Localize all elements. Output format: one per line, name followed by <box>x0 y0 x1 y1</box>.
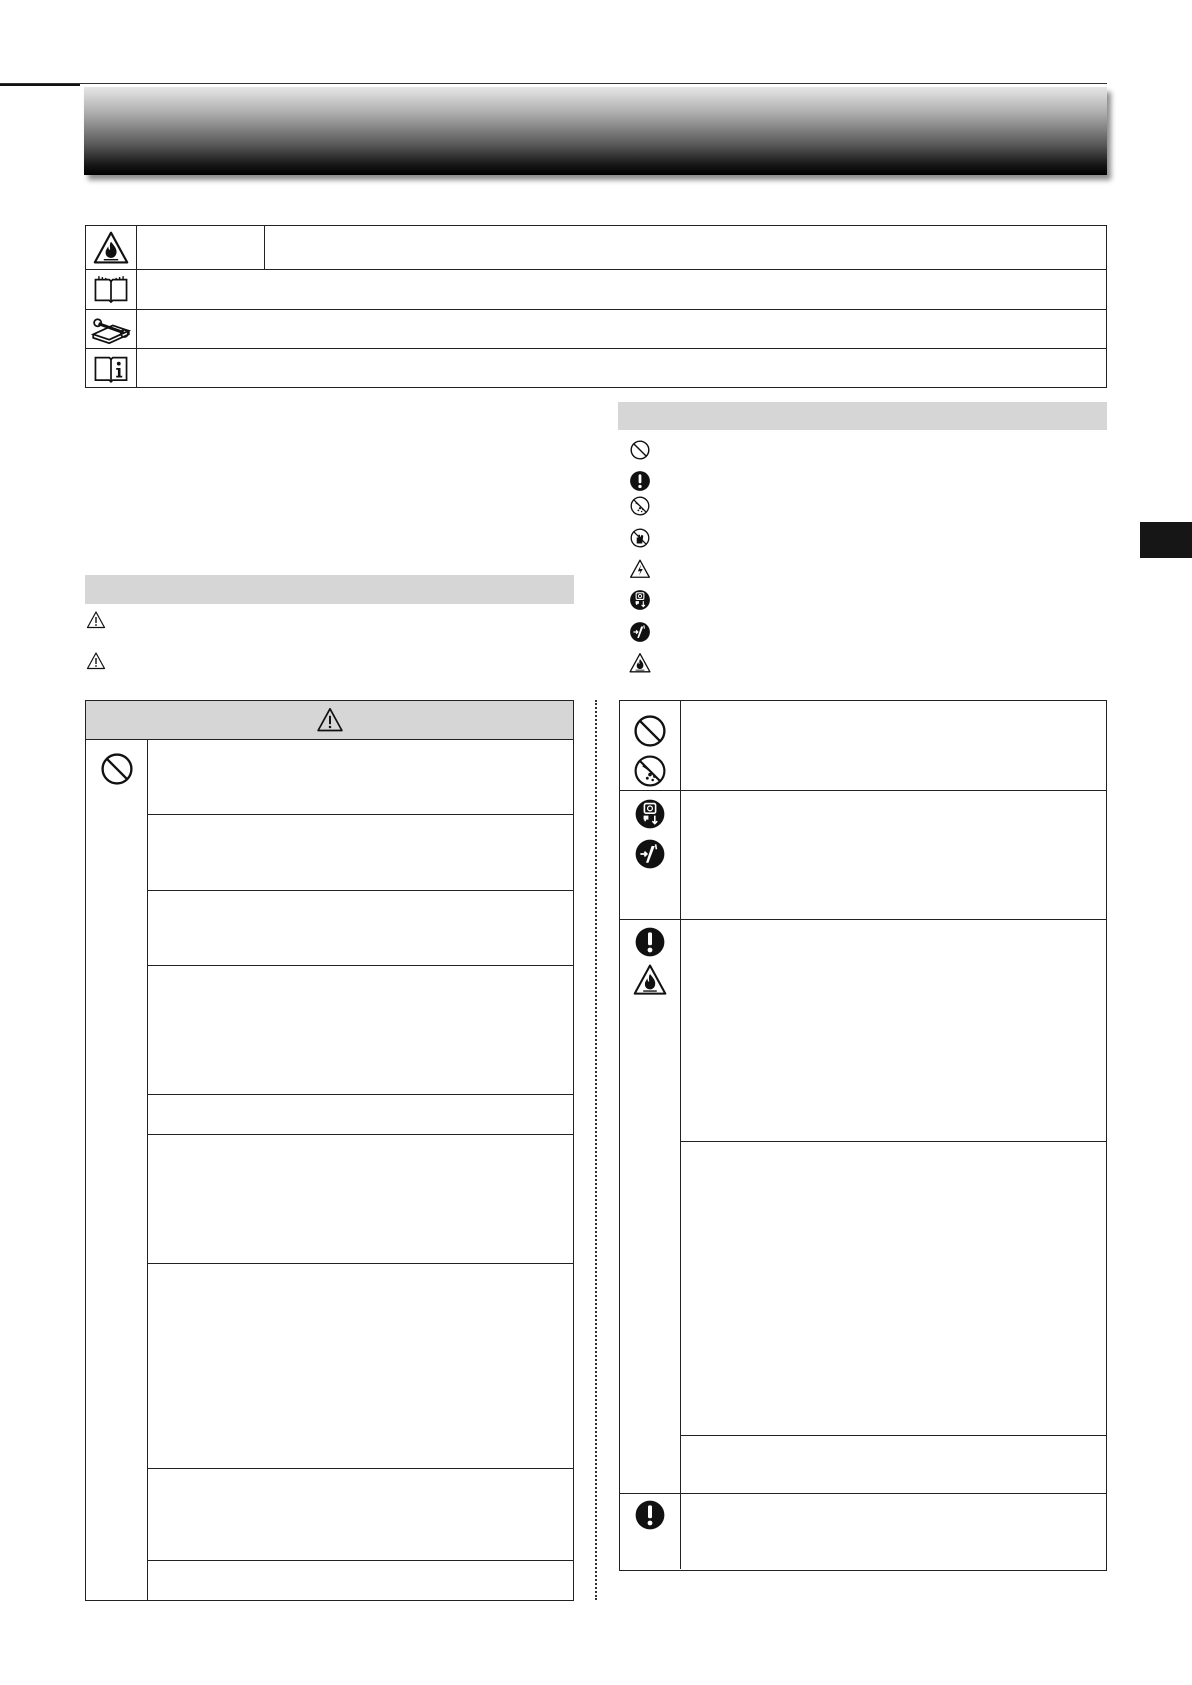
table-row-separator <box>680 1141 1106 1142</box>
table-row-separator <box>680 1435 1106 1436</box>
prohibited-icon <box>632 713 668 749</box>
symbol-cell <box>86 349 137 387</box>
table-row-separator <box>620 1493 1106 1494</box>
symbol-cell <box>86 226 137 269</box>
disconnect-breaker-icon <box>634 838 666 870</box>
warning-table <box>85 700 574 1601</box>
disconnect-breaker-icon <box>629 621 651 643</box>
header-rule <box>0 83 1107 84</box>
flammable-warning-icon <box>93 230 129 266</box>
symbol-row <box>86 349 1106 387</box>
title-banner <box>84 87 1107 175</box>
unplug-icon <box>634 798 666 830</box>
warning-table-header <box>86 701 573 740</box>
symbol-row <box>86 226 1106 270</box>
table-row-separator <box>147 1468 574 1469</box>
must-do-icon <box>634 926 666 958</box>
table-row-separator <box>147 1560 574 1561</box>
table-row-separator <box>147 1134 574 1135</box>
table-row-separator <box>147 890 574 891</box>
legend-header <box>618 402 1107 430</box>
section-tab <box>1140 522 1192 558</box>
must-do-icon <box>634 1499 666 1531</box>
caution-triangle-icon <box>86 651 106 671</box>
warning-table-divider <box>147 740 148 1600</box>
table-row-separator <box>620 919 1106 920</box>
symbol-cell <box>86 270 137 309</box>
prohibited-icon <box>99 751 135 787</box>
table-row-separator <box>147 814 574 815</box>
symbol-cell <box>86 310 137 348</box>
symbol-row <box>86 270 1106 310</box>
caution-triangle-icon <box>316 706 344 734</box>
information-manual-icon <box>92 352 130 384</box>
caution-triangle-icon <box>86 610 106 630</box>
unplug-icon <box>629 589 651 611</box>
flammable-warning-icon <box>629 652 651 674</box>
symbol-row <box>86 310 1106 349</box>
table-row-separator <box>620 790 1106 791</box>
symbol-table <box>85 225 1107 388</box>
warning-section-header <box>85 575 574 604</box>
header-rule-accent <box>0 84 80 86</box>
flammable-warning-icon <box>633 963 667 997</box>
service-manual-icon <box>89 313 133 345</box>
precaution-table <box>619 700 1107 1571</box>
symbol-label <box>136 226 265 269</box>
do-not-wet-icon <box>629 495 651 517</box>
table-row-separator <box>147 1094 574 1095</box>
electric-shock-icon <box>629 558 651 580</box>
do-not-touch-wet-hands-icon <box>629 527 651 549</box>
must-do-icon <box>629 470 651 492</box>
do-not-wet-icon <box>632 753 668 789</box>
column-divider <box>595 700 597 1600</box>
table-row-separator <box>147 965 574 966</box>
read-manual-icon <box>92 274 130 306</box>
table-row-separator <box>147 1263 574 1264</box>
precaution-table-divider <box>680 701 681 1569</box>
prohibited-icon <box>629 439 651 461</box>
